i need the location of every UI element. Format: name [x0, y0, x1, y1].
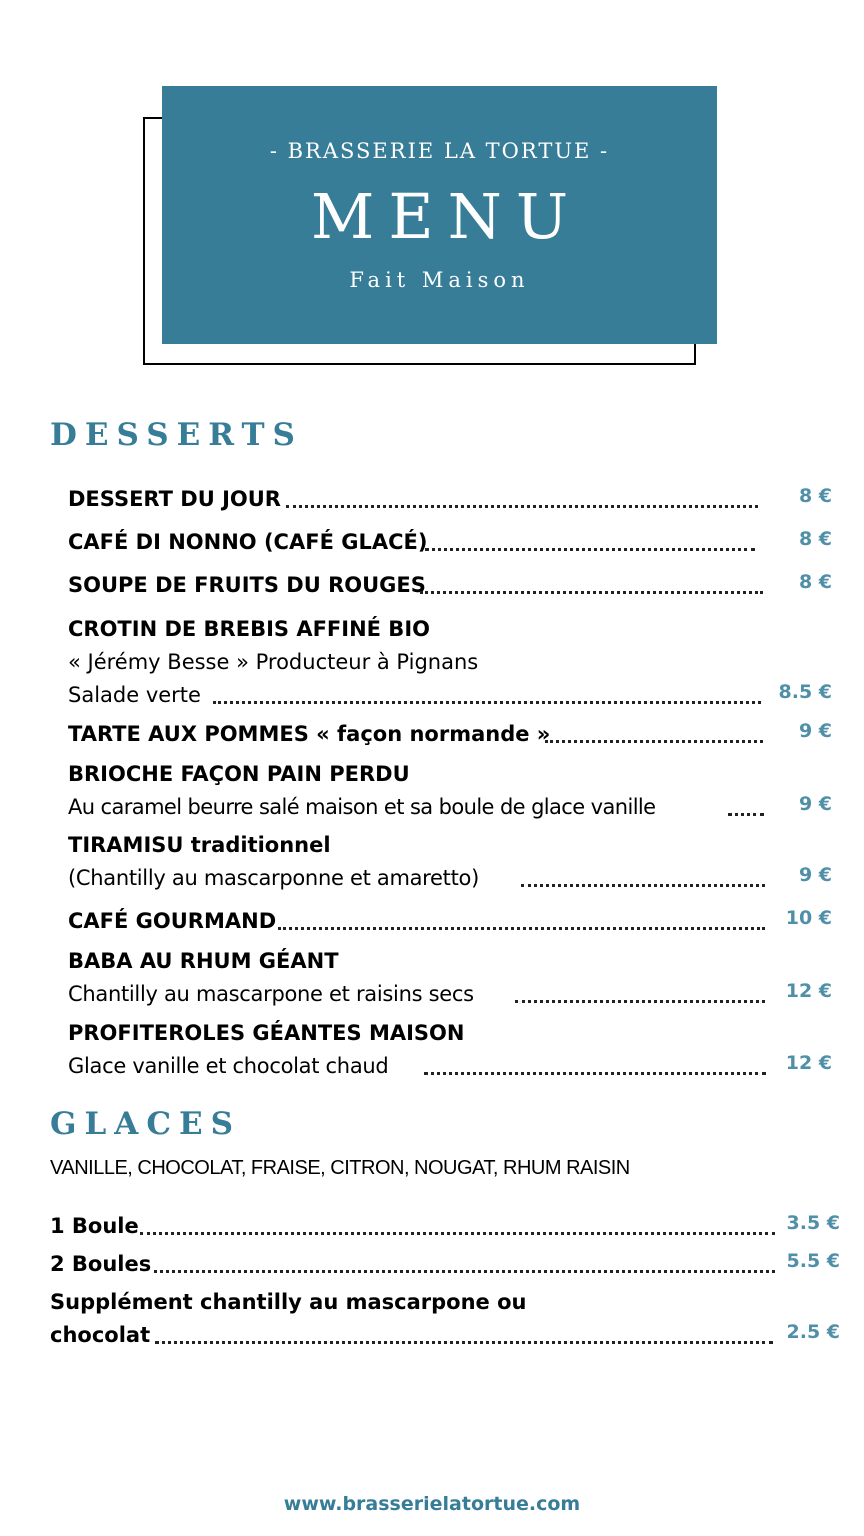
- item-name: PROFITEROLES GÉANTES MAISON: [68, 1021, 465, 1045]
- item-name: CAFÉ GOURMAND: [68, 909, 277, 933]
- dot-leader: [420, 591, 763, 594]
- item-name: DESSERT DU JOUR: [68, 487, 281, 511]
- item-price: 12 €: [785, 1052, 832, 1074]
- item-description: Salade verte: [68, 683, 201, 707]
- desserts-title: DESSERTS: [50, 417, 303, 453]
- glaces-title: GLACES: [50, 1106, 242, 1142]
- item-price: 9 €: [798, 793, 832, 815]
- dessert-item: [68, 526, 832, 559]
- dot-leader: [545, 740, 763, 743]
- item-name: CROTIN DE BREBIS AFFINÉ BIO: [68, 617, 430, 641]
- header-banner: [162, 86, 717, 344]
- dessert-item: [68, 905, 832, 938]
- dessert-item: [68, 483, 832, 516]
- brand-name: - BRASSERIE LA TORTUE -: [269, 139, 610, 163]
- item-name: TIRAMISU traditionnel: [68, 833, 331, 857]
- menu-title: MENU: [310, 180, 583, 253]
- item-price: 12 €: [785, 980, 832, 1002]
- item-description: « Jérémy Besse » Producteur à Pignans: [68, 650, 479, 674]
- glace-item: [50, 1248, 840, 1281]
- dot-leader: [728, 813, 764, 816]
- item-price: 10 €: [785, 907, 832, 929]
- dessert-item: [68, 758, 832, 824]
- item-name-cont: chocolat: [50, 1323, 151, 1347]
- item-price: 5.5 €: [786, 1250, 840, 1272]
- item-price: 2.5 €: [786, 1321, 840, 1343]
- item-description: (Chantilly au mascarponne et amaretto): [68, 866, 479, 890]
- item-price: 8 €: [798, 485, 832, 507]
- item-name: BABA AU RHUM GÉANT: [68, 949, 339, 973]
- item-description: Au caramel beurre salé maison et sa boule de glace vanille: [68, 795, 656, 819]
- item-price: 9 €: [798, 720, 832, 742]
- item-name: BRIOCHE FAÇON PAIN PERDU: [68, 762, 410, 786]
- dessert-item: [68, 569, 832, 602]
- dot-leader: [286, 505, 758, 508]
- item-price: 9 €: [798, 864, 832, 886]
- dot-leader: [213, 701, 761, 704]
- item-name: TARTE AUX POMMES « façon normande »: [68, 722, 551, 746]
- item-price: 8.5 €: [778, 681, 832, 703]
- dot-leader: [154, 1270, 775, 1273]
- dot-leader: [515, 1000, 765, 1003]
- glaces-flavors: VANILLE, CHOCOLAT, FRAISE, CITRON, NOUGAT, RHUM RAISIN: [50, 1157, 630, 1179]
- menu-subtitle: Fait Maison: [349, 268, 530, 292]
- glace-item: [50, 1210, 840, 1243]
- dot-leader: [155, 1341, 773, 1344]
- dessert-item: [68, 613, 832, 712]
- website-link[interactable]: www.brasserielatortue.com: [283, 1493, 581, 1515]
- item-price: 8 €: [798, 528, 832, 550]
- item-name: 2 Boules: [50, 1252, 152, 1276]
- item-price: 3.5 €: [786, 1212, 840, 1234]
- dot-leader: [424, 1072, 766, 1075]
- dessert-item: [68, 945, 832, 1011]
- dessert-item: [68, 829, 832, 895]
- item-name: SOUPE DE FRUITS DU ROUGES: [68, 573, 426, 597]
- dessert-item: [68, 1017, 832, 1083]
- item-name: Supplément chantilly au mascarpone ou: [50, 1290, 527, 1314]
- item-name: 1 Boule: [50, 1214, 139, 1238]
- item-description: Glace vanille et chocolat chaud: [68, 1054, 389, 1078]
- dot-leader: [521, 884, 765, 887]
- item-name: CAFÉ DI NONNO (CAFÉ GLACÉ): [68, 530, 428, 554]
- glace-item: [50, 1286, 840, 1352]
- dot-leader: [278, 927, 765, 930]
- item-description: Chantilly au mascarpone et raisins secs: [68, 982, 474, 1006]
- dot-leader: [140, 1232, 775, 1235]
- item-price: 8 €: [798, 571, 832, 593]
- dessert-item: [68, 718, 832, 751]
- dot-leader: [425, 548, 755, 551]
